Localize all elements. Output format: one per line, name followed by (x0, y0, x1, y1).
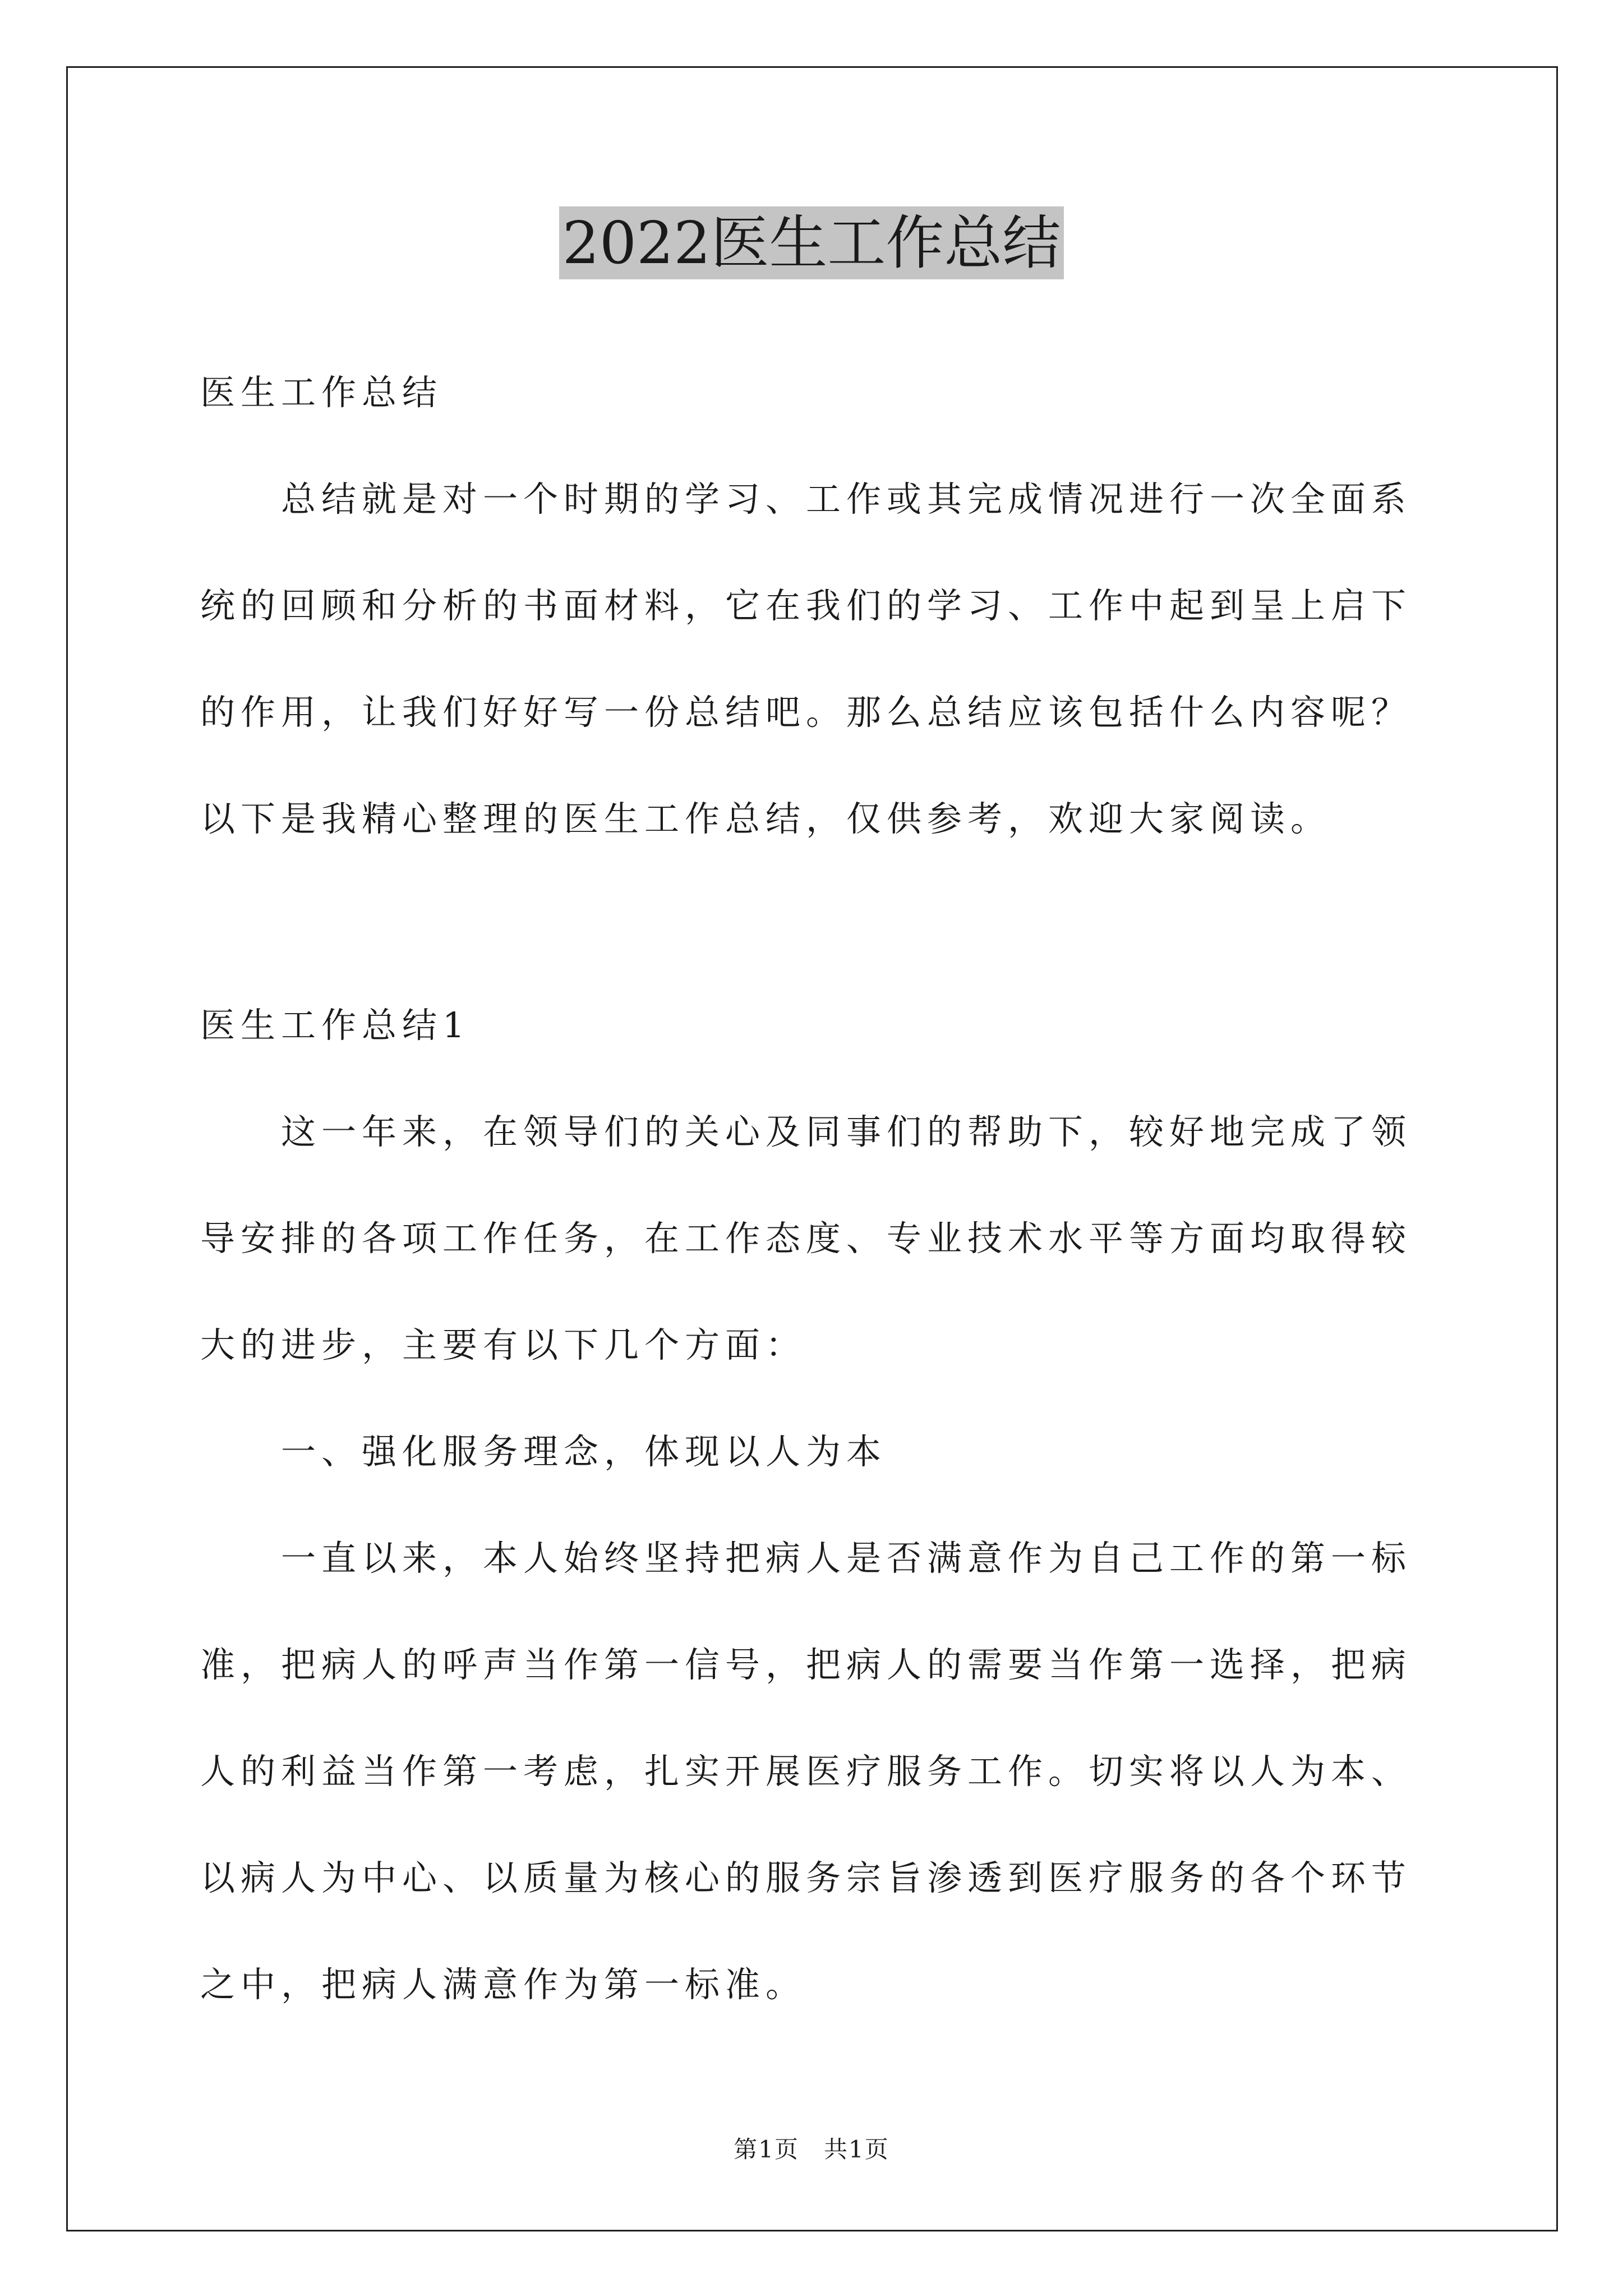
page-footer: 第1页 共1页 (734, 2136, 889, 2163)
section-1-subheading: 一、强化服务理念，体现以人为本 (281, 1431, 887, 1472)
section-1-paragraph-1: 这一年来，在领导们的关心及同事们的帮助下，较好地完成了领导安排的各项工作任务，在工作态度、专业技术水平等方面均取得较大的进步，主要有以下几个方面： (200, 1111, 1412, 1365)
document-body (200, 339, 1428, 872)
intro-paragraph: 总结就是对一个时期的学习、工作或其完成情况进行一次全面系统的回顾和分析的书面材料，它在我们的学习、工作中起到呈上启下的作用，让我们好好写一份总结吧。那么总结应该包括什么内容呢？以下是我精心整理的医生工作总结，仅供参考，欢迎大家阅读。 (200, 478, 1412, 839)
section-1 (200, 972, 1428, 2038)
title-text: 2022医生工作总结 (559, 206, 1064, 279)
intro-heading: 医生工作总结 (200, 372, 443, 413)
section-1-paragraph-2: 一直以来，本人始终坚持把病人是否满意作为自己工作的第一标准，把病人的呼声当作第一信号，把病人的需要当作第一选择，把病人的利益当作第一考虑，扎实开展医疗服务工作。切实将以人为本、以病人为中心、以质量为核心的服务宗旨渗透到医疗服务的各个环节之中，把病人满意作为第一标准。 (200, 1538, 1412, 2005)
section-1-heading: 医生工作总结1 (200, 1005, 471, 1046)
document-title (0, 206, 1623, 279)
